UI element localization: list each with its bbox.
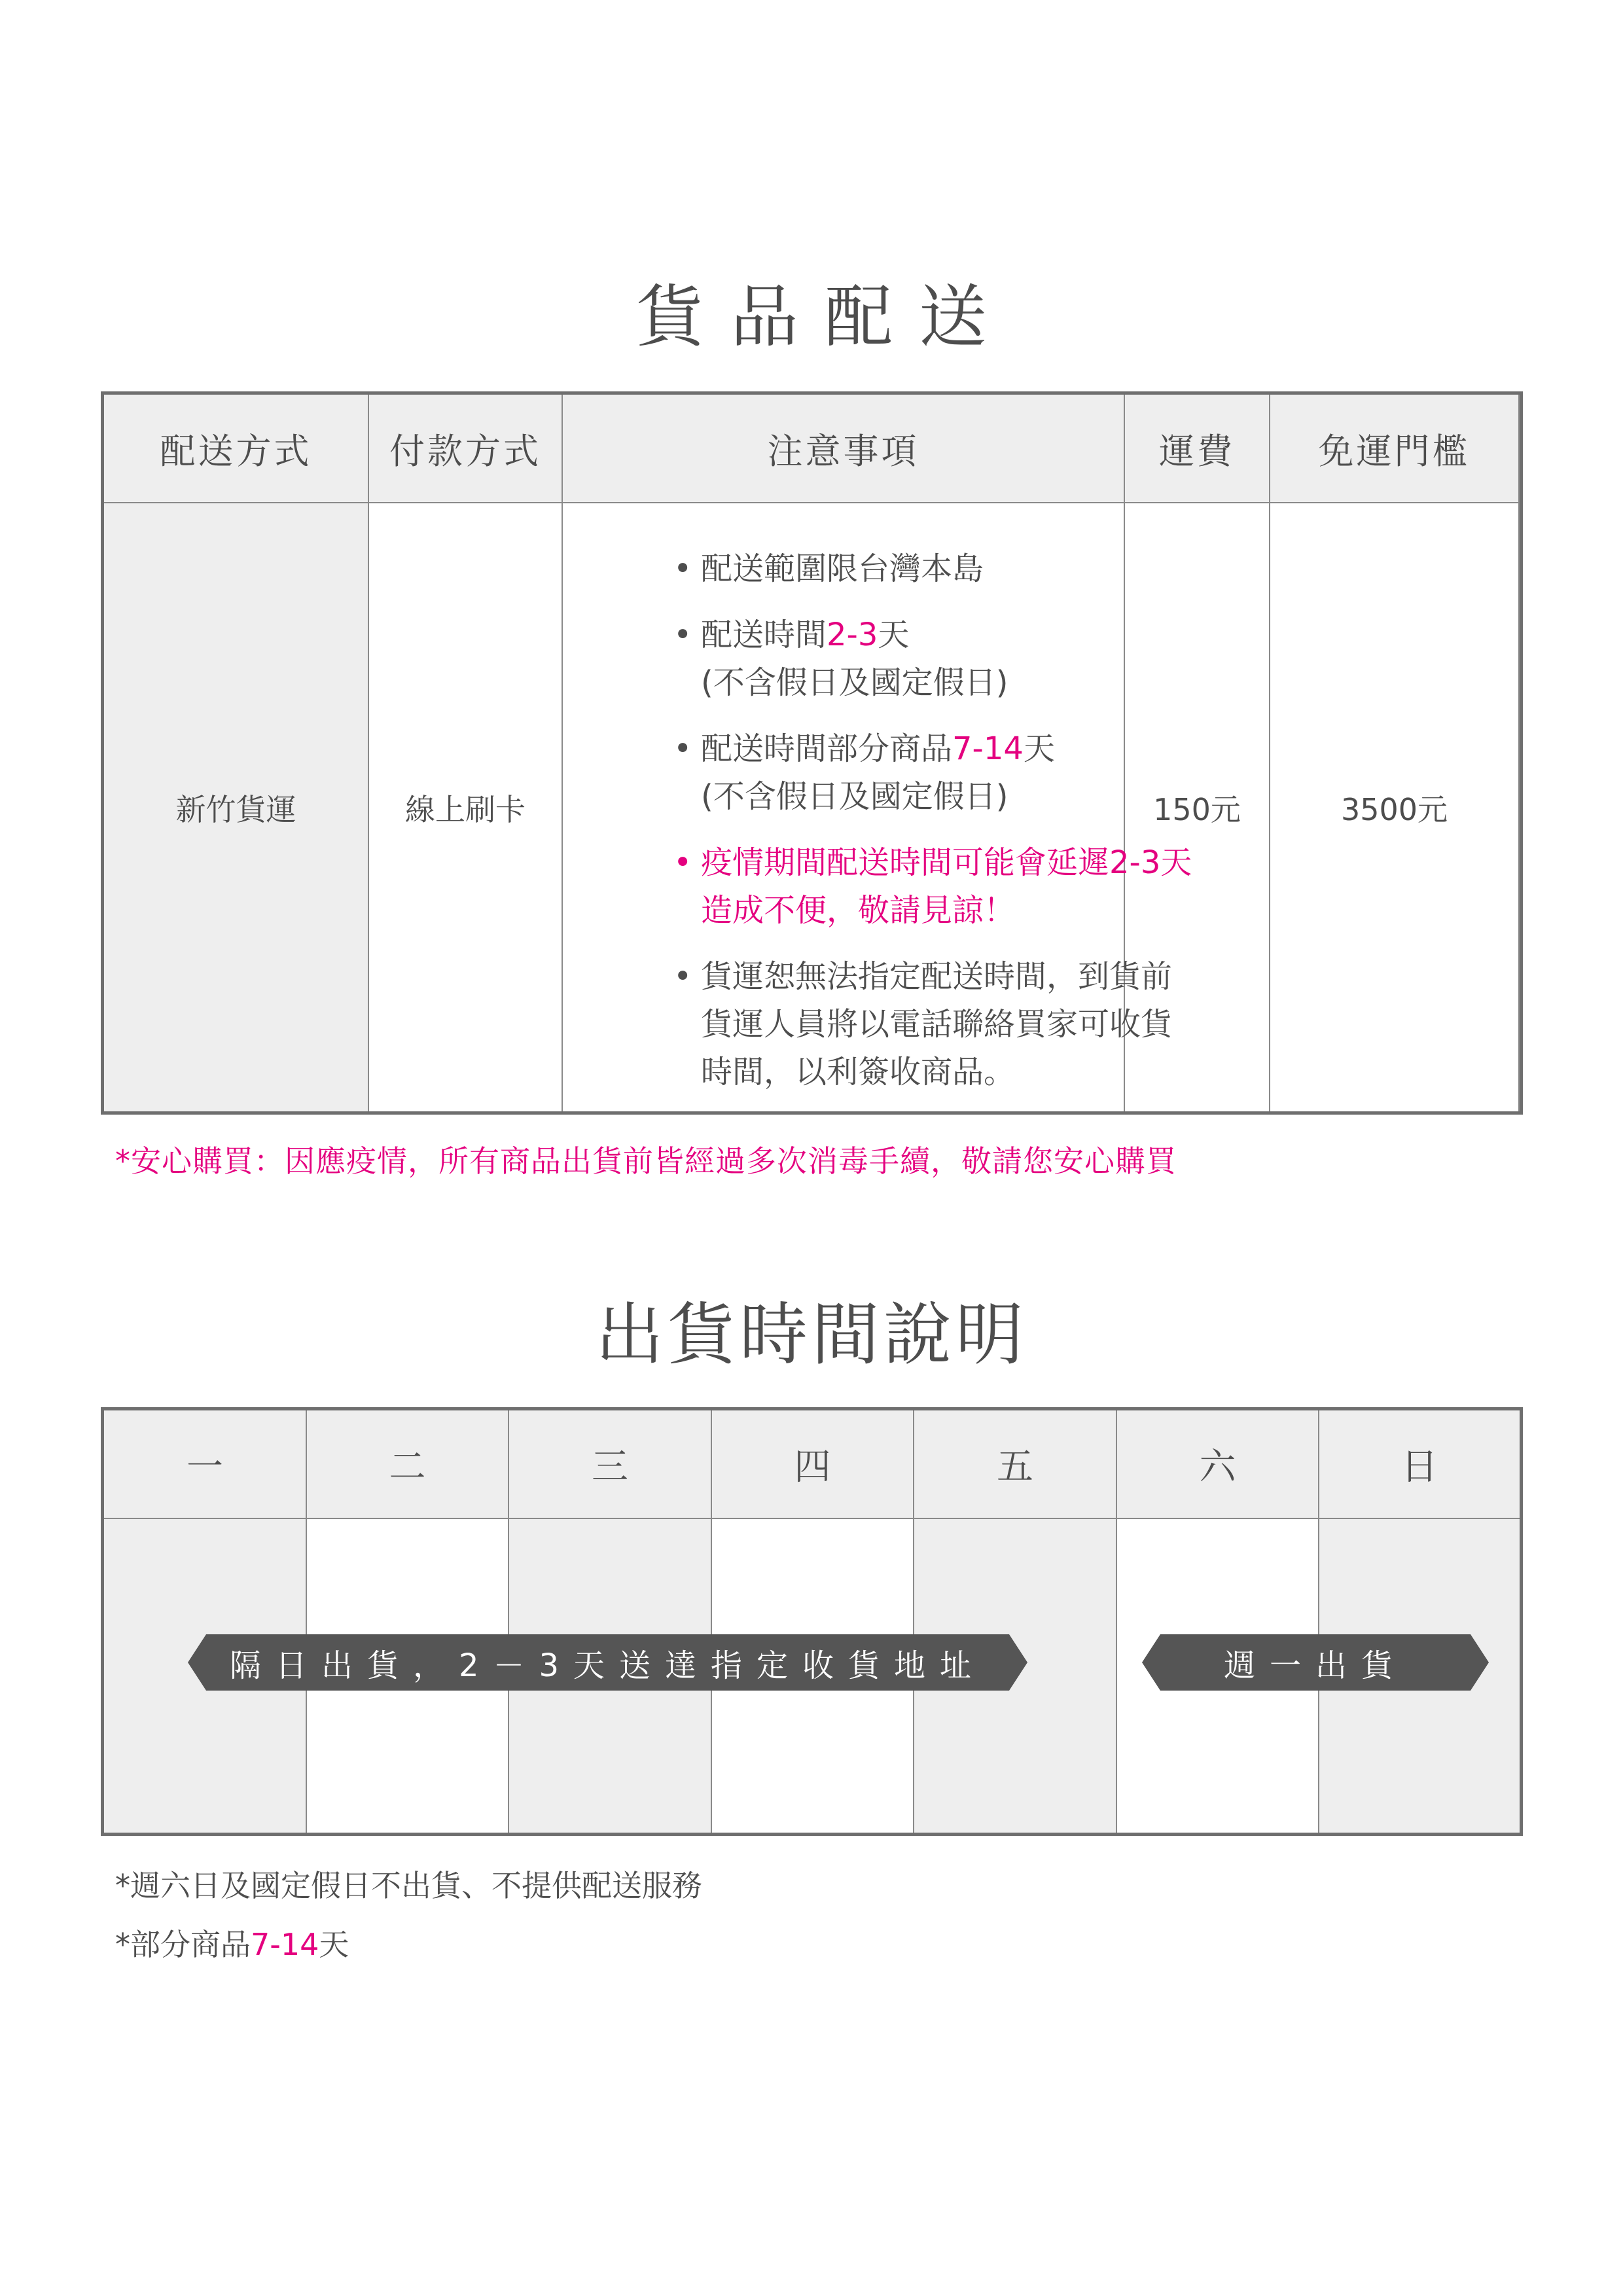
day-column-sun xyxy=(1319,1410,1520,1833)
header-threshold: 免運門檻 xyxy=(1318,430,1471,472)
day-column-mon xyxy=(104,1410,307,1833)
note-text: 時間，以利簽收商品。 xyxy=(701,1054,1016,1090)
note-text: 疫情期間配送時間可能會延遲2-3天 xyxy=(701,844,1192,881)
note-text: (不含假日及國定假日) xyxy=(701,778,1008,815)
bullet-icon: • xyxy=(673,550,692,587)
footnote-text: *部分商品 xyxy=(115,1927,251,1962)
weekday-shipping-banner xyxy=(188,1634,1027,1691)
day-label: 五 xyxy=(914,1410,1116,1519)
note-text: 天 xyxy=(1023,730,1055,767)
weekday-grid xyxy=(101,1407,1523,1836)
column-payment xyxy=(369,395,563,1111)
note-highlight: 2-3 xyxy=(827,617,878,653)
payment-method: 線上刷卡 xyxy=(405,791,526,827)
header-fee: 運費 xyxy=(1159,430,1235,472)
weekend-shipping-banner xyxy=(1142,1634,1489,1691)
day-label: 一 xyxy=(104,1410,306,1519)
note-item xyxy=(673,725,1223,821)
note-text: 配送範圍限台灣本島 xyxy=(701,550,984,587)
bullet-icon: • xyxy=(673,958,692,995)
note-item-warning xyxy=(673,839,1223,935)
bullet-icon: • xyxy=(673,730,692,767)
day-label: 二 xyxy=(307,1410,508,1519)
day-column-thu xyxy=(712,1410,914,1833)
day-column-tue xyxy=(307,1410,509,1833)
schedule-title: 出貨時間說明 xyxy=(595,1295,1027,1374)
bullet-icon: • xyxy=(673,844,692,881)
day-label: 三 xyxy=(509,1410,711,1519)
shipping-table xyxy=(101,391,1523,1115)
note-text: 天 xyxy=(878,617,910,653)
footnote-no-weekend-shipping: *週六日及國定假日不出貨、不提供配送服務 xyxy=(115,1868,702,1903)
note-text: (不含假日及國定假日) xyxy=(701,664,1008,701)
column-method xyxy=(104,395,369,1111)
column-threshold xyxy=(1270,395,1520,1111)
day-label: 日 xyxy=(1319,1410,1520,1519)
note-item xyxy=(673,611,1223,707)
footnote-highlight: 7-14 xyxy=(251,1927,319,1962)
shipping-fee: 150元 xyxy=(1153,791,1241,827)
day-label: 四 xyxy=(712,1410,913,1519)
day-column-wed xyxy=(509,1410,712,1833)
note-item xyxy=(673,545,1223,593)
note-highlight: 7-14 xyxy=(952,730,1024,767)
day-label: 六 xyxy=(1117,1410,1318,1519)
note-text: 造成不便，敬請見諒！ xyxy=(701,892,1016,929)
note-text: 配送時間部分商品 xyxy=(701,730,953,767)
day-column-fri xyxy=(914,1410,1117,1833)
note-text: 配送時間 xyxy=(701,617,827,653)
header-payment: 付款方式 xyxy=(389,430,541,472)
footnote-text: 天 xyxy=(319,1927,349,1962)
note-text: 貨運恕無法指定配送時間，到貨前 xyxy=(701,958,1173,995)
shipping-title: 貨品配送 xyxy=(635,277,1013,357)
bullet-icon: • xyxy=(673,617,692,653)
banner-text: 隔日出貨，2－3天送達指定收貨地址 xyxy=(229,1647,986,1684)
banner-text: 週一出貨 xyxy=(1223,1647,1407,1684)
header-method: 配送方式 xyxy=(160,430,312,472)
footnote-partial-items xyxy=(115,1921,349,1964)
disinfection-note: *安心購買：因應疫情，所有商品出貨前皆經過多次消毒手續，敬請您安心購買 xyxy=(115,1143,1177,1179)
shipping-method: 新竹貨運 xyxy=(104,503,368,1111)
notes-list xyxy=(673,545,1223,1115)
note-text: 貨運人員將以電話聯絡買家可收貨 xyxy=(701,1006,1173,1043)
day-column-sat xyxy=(1117,1410,1319,1833)
header-notes: 注意事項 xyxy=(767,430,919,472)
free-shipping-threshold: 3500元 xyxy=(1340,791,1448,827)
note-item xyxy=(673,953,1223,1096)
